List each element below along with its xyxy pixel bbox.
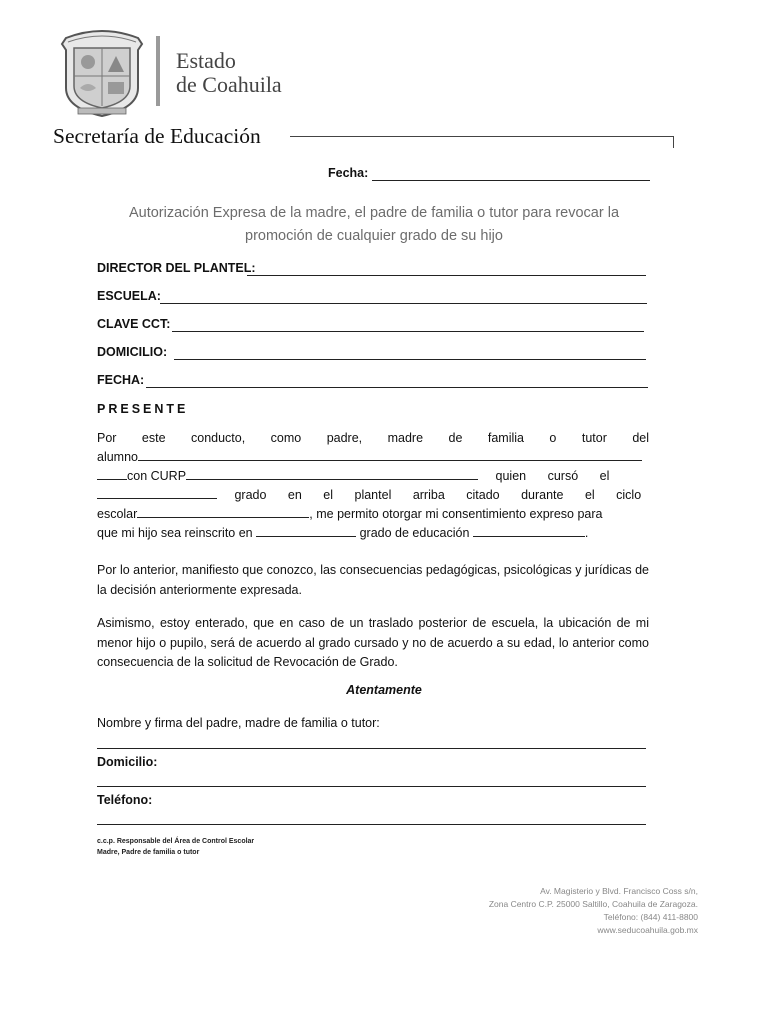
grado-cursado-field[interactable] (97, 488, 217, 499)
quien-curso-text: quien cursó el (495, 469, 610, 483)
ciclo-escolar-field[interactable] (137, 507, 309, 518)
grado-educacion-field[interactable] (473, 526, 585, 537)
period: . (584, 526, 589, 540)
alumno-label: alumno (97, 450, 138, 464)
nombre-firma-label: Nombre y firma del padre, madre de familia o tutor: (97, 716, 380, 730)
presente-heading: PRESENTE (97, 402, 189, 416)
escolar-label: escolar (97, 507, 138, 521)
domicilio2-label: Domicilio: (97, 755, 158, 769)
domicilio-label: DOMICILIO: (97, 345, 168, 359)
alumno-field-continued[interactable] (97, 469, 127, 480)
coahuila-seal-icon (54, 28, 150, 118)
grado-plantel-text: grado en el plantel arriba citado durante el ciclo (234, 488, 642, 502)
fecha-label: FECHA: (97, 373, 145, 387)
fecha-field[interactable] (146, 387, 648, 388)
escuela-label: ESCUELA: (97, 289, 161, 303)
director-field[interactable] (247, 275, 646, 276)
address-phone: Teléfono: (844) 411-8800 (603, 912, 698, 922)
address-website[interactable]: www.seducoahuila.gob.mx (597, 925, 698, 935)
telefono-field[interactable] (97, 824, 646, 825)
grado-educacion-text: grado de educación (359, 526, 470, 540)
heading-rule-tick (673, 136, 674, 148)
ccp-line-1: c.c.p. Responsable del Área de Control Escolar (97, 838, 255, 845)
secretaria-heading: Secretaría de Educación (53, 124, 261, 148)
nombre-firma-field[interactable] (97, 748, 646, 749)
top-date-label: Fecha: (328, 166, 369, 180)
clave-cct-field[interactable] (172, 331, 644, 332)
paragraph-1-line-6 (97, 524, 657, 544)
paragraph-1-line-3 (97, 467, 657, 487)
top-date-field[interactable] (372, 180, 650, 181)
reinscrito-grado-field[interactable] (256, 526, 356, 537)
state-name-line2: de Coahuila (176, 72, 282, 97)
paragraph-2: Por lo anterior, manifiesto que conozco, las consecuencias pedagógicas, psicológicas y jurídicas de la decisión anteriormente expresada. (97, 563, 649, 597)
reinscrito-text: que mi hijo sea reinscrito en (97, 526, 253, 540)
paragraph-1-line-1: Por este conducto, como padre, madre de familia o tutor del (97, 431, 649, 445)
atentamente-heading: Atentamente (346, 683, 422, 697)
header-divider (156, 36, 160, 106)
paragraph-3: Asimismo, estoy enterado, que en caso de un traslado posterior de escuela, la ubicación de mi menor hijo o pupilo, será de acuerdo al grado cursado y no de acuerdo a su edad, lo anterior como consecuencia de la solicitud de Revocación de Grado. (97, 616, 649, 669)
form-title: Autorización Expresa de la madre, el padre de familia o tutor para revocar la promoción de cualquier grado de su hijo (128, 205, 620, 244)
state-name-line1: Estado (176, 48, 236, 73)
curp-label: con CURP (127, 469, 187, 483)
domicilio-field[interactable] (174, 359, 646, 360)
curp-field[interactable] (186, 469, 478, 480)
ccp-line-2: Madre, Padre de familia o tutor (97, 849, 200, 856)
escuela-field[interactable] (160, 303, 647, 304)
address-line-2: Zona Centro C.P. 25000 Saltillo, Coahuila de Zaragoza. (488, 899, 698, 909)
paragraph-1-line-5 (97, 505, 657, 525)
heading-rule (290, 136, 674, 137)
telefono-label: Teléfono: (97, 793, 153, 807)
paragraph-1-line-4 (97, 486, 657, 506)
consentimiento-text: , me permito otorgar mi consentimiento expreso para (309, 507, 603, 521)
paragraph-1-line-2 (97, 448, 657, 468)
clave-cct-label: CLAVE CCT: (97, 317, 171, 331)
domicilio2-field[interactable] (97, 786, 646, 787)
address-line-1: Av. Magisterio y Blvd. Francisco Coss s/n, (540, 886, 698, 896)
director-label: DIRECTOR DEL PLANTEL: (97, 261, 256, 275)
alumno-field[interactable] (138, 450, 642, 461)
